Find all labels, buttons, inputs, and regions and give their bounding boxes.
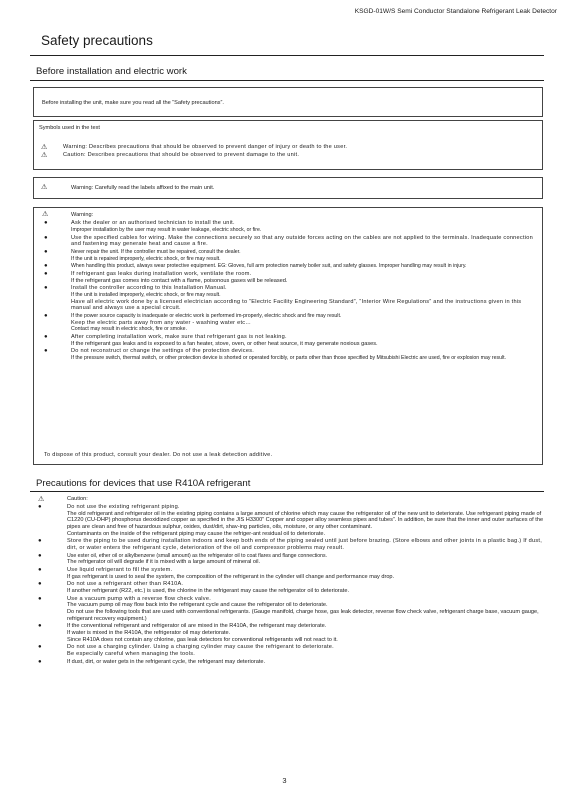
symbol-warning-row bbox=[41, 144, 347, 152]
warning-triangle-icon: ⚠ bbox=[41, 184, 48, 191]
caution-triangle-icon: ⚠ bbox=[41, 152, 48, 159]
list-item: ● Do not use a refrigerant other than R410A. If another refrigerant (R22, etc.) is used, the chlorine in the refrigerant may cause the refrigerator oil to deteriorate. bbox=[38, 581, 350, 595]
symbol-warning-text: Warning: Describes precautions that should be observed to prevent danger of injury or death to the user. bbox=[63, 144, 348, 150]
warning-triangle-icon: ⚠ bbox=[42, 211, 49, 218]
list-item: ● Store the piping to be used during installation indoors and keep both ends of the piping sealed until just before brazing. (Store elbows and other joints in a plastic bag.) If dust, dirt, or water enters the refrigerant cycle, deterioration of the oil and compressor problems may result. bbox=[38, 538, 542, 551]
list-item: ● When handling this product, always wear protective equipment. EG: Gloves, full arm protection namely boiler suit, and safety glasses. Improper handling may result in injury. bbox=[44, 263, 467, 270]
list-item: ● If refrigerant gas leaks during installation work, ventilate the room. If the refrigerant gas comes into contact with a flame, poisonous gases will be released. bbox=[44, 271, 288, 284]
intro-box bbox=[33, 87, 543, 117]
caution-triangle-icon: ⚠ bbox=[38, 496, 45, 503]
list-item: ● If the conventional refrigerant and refrigerator oil are mixed in the R410A, the refrigerant may deteriorate. If water is mixed in the R410A, the refrigerator oil may deteriorate. Since R410A does not contain any chlorine, gas leak detectors for conventional refrigerants will not react to it. bbox=[38, 623, 338, 643]
label-warning-text: Warning: Carefully read the labels affixed to the main unit. bbox=[71, 185, 215, 191]
disposal-note: To dispose of this product, consult your dealer. Do not use a leak detection additive. bbox=[44, 452, 273, 458]
list-item: ● Use a vacuum pump with a reverse flow check valve. The vacuum pump oil may flow back into the refrigerant cycle and cause the refrigerator oil to deteriorate. Do not use the following tools that are used with conventional refrigerants. (Gauge manifold, charge hose, gas leak detector, reverse flow check valve, refrigerant charge base, vacuum gauge, refrigerant recovery equipment.) bbox=[38, 595, 539, 622]
symbols-title: Symbols used in the text bbox=[39, 125, 100, 131]
section-title-installation: Before installation and electric work bbox=[36, 66, 187, 77]
list-item: ● If the power source capacity is inadequate or electric work is performed im-properly, electric shock and fire may result. Keep the electric parts away from any water - washing water etc… Contact may result in electric shock, fire or smoke. bbox=[44, 313, 342, 333]
warnings-list bbox=[38, 212, 538, 363]
list-item: ● Use liquid refrigerant to fill the system. If gas refrigerant is used to seal the system, the composition of the refrigerant in the cylinder will change and performance may drop. bbox=[38, 567, 395, 580]
section-title-r410a: Precautions for devices that use R410A refrigerant bbox=[36, 478, 251, 489]
section-divider-installation bbox=[30, 80, 544, 81]
list-item: ● Do not use a charging cylinder. Using a charging cylinder may cause the refrigerant to deteriorate. Be especially careful when managing the tools. bbox=[38, 644, 334, 657]
list-item: ● Ask the dealer or an authorised technician to install the unit. Improper installation by the user may result in water leakage, electric shock, or fire. bbox=[44, 220, 262, 233]
list-item: ● Use ester oil, ether oil or alkylbenzene (small amount) as the refrigerator oil to coat flares and flange connections. The refrigerator oil will degrade if it is mixed with a large amount of mineral oil. bbox=[38, 552, 328, 566]
symbol-caution-row bbox=[41, 152, 299, 160]
list-item: ● Never repair the unit. If the controller must be repaired, consult the dealer. If the unit is repaired improperly, electric shock, or fire may result. bbox=[44, 248, 241, 262]
page-title: Safety precautions bbox=[41, 33, 153, 48]
list-item: ● Use the specified cables for wiring. Make the connections securely so that any outside forces acting on the cables are not applied to the terminals. Inadequate connection and fastening may generate heat and cause a fire. bbox=[44, 234, 533, 248]
symbol-caution-text: Caution: Describes precautions that should be observed to prevent damage to the unit. bbox=[63, 152, 300, 158]
section-divider-r410a bbox=[30, 491, 544, 492]
cautions-heading: ⚠ Caution: bbox=[38, 496, 88, 503]
intro-text: Before installing the unit, make sure you read all the “Safety precautions”. bbox=[42, 100, 224, 106]
title-divider bbox=[30, 55, 544, 56]
cautions-list bbox=[34, 496, 544, 667]
list-item: ● Do not reconstruct or change the settings of the protection devices. If the pressure switch, thermal switch, or other protection device is shorted or operated forcibly, or parts other than those specified by Mitsubishi Electric are used, fire or explosion may result. bbox=[44, 348, 506, 361]
list-item: ● Do not use the existing refrigerant piping. The old refrigerant and refrigerator oil in the existing piping contains a large amount of chlorine which may cause the refrigerator oil of the new unit to deteriorate. Use refrigerant piping made of C1220 (CU-DHP) phosphorus deoxidized copper as specified in the JIS H3300” Copper and copper alloy seamless pipes and tubes”. In addition, be sure that the inner and outer surfaces of the pipes are clean and free of hazardous sulphur, oxides, dust/dirt, shav-ing particles, oils, moisture, or any other contaminant. Contaminants on the inside of the refrigerant piping may cause the refriger-ant residual oil to deteriorate. bbox=[38, 504, 544, 537]
symbols-box bbox=[33, 120, 543, 170]
page-number: 3 bbox=[282, 776, 287, 785]
warnings-heading: ⚠ Warning: bbox=[42, 211, 94, 218]
document-title: KSGD-01W/S Semi Conductor Standalone Refrigerant Leak Detector bbox=[354, 8, 557, 15]
warning-triangle-icon: ⚠ bbox=[41, 144, 48, 151]
label-warning-box bbox=[33, 177, 543, 199]
warnings-box bbox=[33, 207, 543, 465]
list-item: ● Install the controller according to this Installation Manual. If the unit is installed improperly, electric shock, or fire may result. Have all electric work done by a licensed electrician according to “Electric Facility Engineering Standard”, “Interior Wire Regulations” and the instructions given in this manual and always use a special circuit. bbox=[44, 285, 522, 312]
list-item: ● After completing installation work, make sure that refrigerant gas is not leaking. If the refrigerant gas leaks and is exposed to a fan heater, stove, oven, or other heat source, it may generate noxious gases. bbox=[44, 334, 378, 347]
list-item: ● If dust, dirt, or water gets in the refrigerant cycle, the refrigerant may deteriorate. bbox=[38, 658, 266, 665]
